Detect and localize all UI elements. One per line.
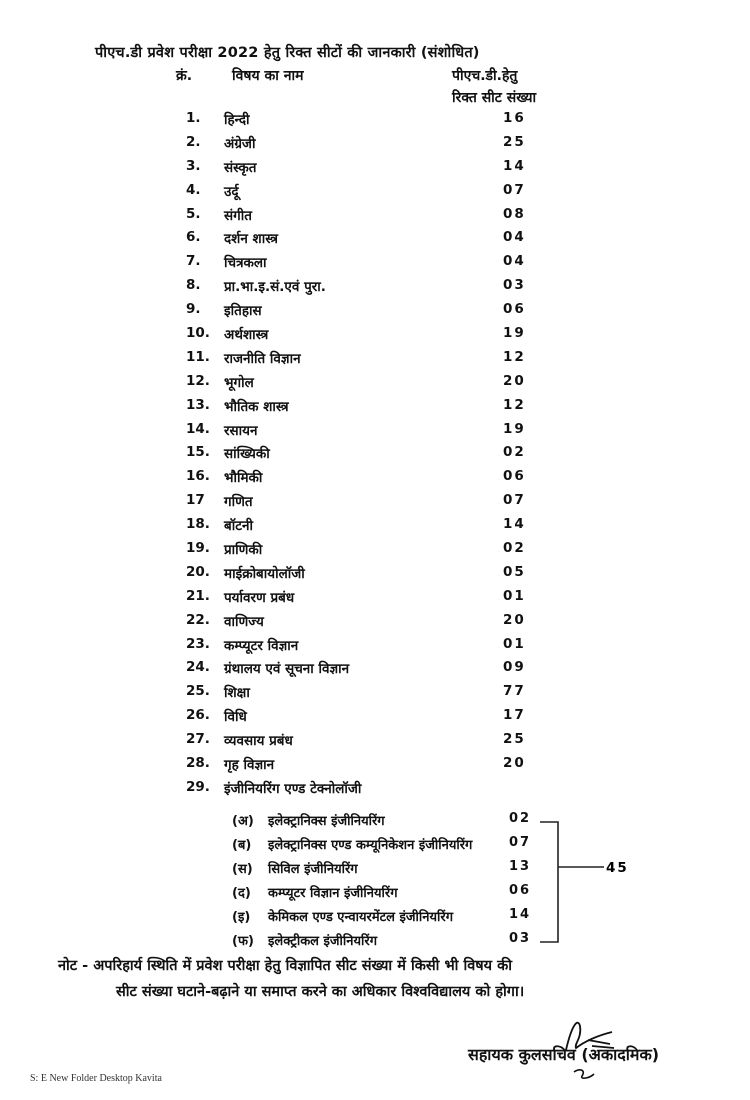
row-subject: भौतिक शास्त्र <box>224 398 289 415</box>
column-header-subject: विषय का नाम <box>232 68 304 84</box>
engineering-row-branch: इलेक्ट्रानिक्स एण्ड कम्यूनिकेशन इंजीनियरिंग <box>268 838 473 853</box>
engineering-row-seat-count: 07 <box>509 835 532 850</box>
row-subject: संस्कृत <box>224 159 257 176</box>
table-row <box>0 179 750 203</box>
row-serial: 23. <box>186 635 210 652</box>
row-seat-count: 16 <box>503 110 526 126</box>
row-serial: 20. <box>186 563 210 580</box>
row-subject: अर्थशास्त्र <box>224 327 269 344</box>
row-subject: प्राणिकी <box>224 542 263 559</box>
engineering-row-branch: केमिकल एण्ड एन्वायरमेंटल इंजीनियरिंग <box>268 910 454 925</box>
row-seat-count: 14 <box>503 157 526 174</box>
row-subject: इंजीनियरिंग एण्ड टेक्नोलॉजी <box>224 780 362 797</box>
row-serial: 13. <box>186 396 210 413</box>
row-seat-count: 12 <box>503 396 526 413</box>
table-row <box>0 203 750 227</box>
engineering-row-seat-count: 14 <box>509 907 532 922</box>
row-subject: गृह विज्ञान <box>224 757 275 774</box>
row-serial: 19. <box>186 540 210 557</box>
row-subject: सांख्यिकी <box>224 446 270 463</box>
engineering-row <box>0 856 750 880</box>
row-seat-count: 04 <box>503 253 526 270</box>
engineering-row <box>0 880 750 904</box>
subject-table <box>0 107 750 800</box>
engineering-row-seat-count: 03 <box>509 931 532 946</box>
engineering-row-seat-count: 13 <box>509 859 532 874</box>
row-subject: कम्प्यूटर विज्ञान <box>224 637 299 654</box>
table-row <box>0 441 750 465</box>
row-serial: 28. <box>186 755 210 772</box>
row-subject: रसायन <box>224 422 258 439</box>
row-subject: गणित <box>224 494 253 511</box>
row-seat-count: 08 <box>503 205 526 222</box>
row-serial: 6. <box>186 229 201 246</box>
row-serial: 25. <box>186 683 210 700</box>
row-subject: दर्शन शास्त्र <box>224 231 278 248</box>
row-serial: 10. <box>186 325 210 342</box>
row-seat-count: 04 <box>503 229 526 246</box>
row-subject: हिन्दी <box>224 112 250 128</box>
engineering-row <box>0 928 750 952</box>
row-subject: पर्यावरण प्रबंध <box>224 589 295 606</box>
row-subject: प्रा.भा.इ.सं.एवं पुरा. <box>224 279 326 296</box>
engineering-row-letter: (स) <box>232 862 253 877</box>
row-serial: 9. <box>186 301 201 318</box>
table-row <box>0 633 750 657</box>
table-row <box>0 274 750 298</box>
footnote-line-1: नोट - अपरिहार्य स्थिति में प्रवेश परीक्षा हेतु विज्ञापित सीट संख्या में किसी भी विषय की <box>58 958 512 974</box>
row-subject: उर्दू <box>224 183 239 200</box>
engineering-row-branch: कम्प्यूटर विज्ञान इंजीनियरिंग <box>268 886 398 901</box>
engineering-row-branch: इलेक्ट्रीकल इंजीनियरिंग <box>268 934 378 949</box>
row-serial: 3. <box>186 157 201 174</box>
table-row <box>0 346 750 370</box>
engineering-row-seat-count: 02 <box>509 811 532 826</box>
row-serial: 4. <box>186 181 201 198</box>
row-subject: राजनीति विज्ञान <box>224 350 301 367</box>
row-seat-count: 01 <box>503 587 526 604</box>
row-serial: 17 <box>186 492 205 509</box>
engineering-row-letter: (द) <box>232 886 251 901</box>
table-row <box>0 418 750 442</box>
column-header-seats: पीएच.डी.हेतु <box>452 68 518 84</box>
row-serial: 14. <box>186 420 210 437</box>
table-row <box>0 776 750 800</box>
table-row <box>0 728 750 752</box>
row-subject: अंग्रेजी <box>224 135 256 152</box>
engineering-row <box>0 832 750 856</box>
table-row <box>0 513 750 537</box>
row-subject: संगीत <box>224 207 252 224</box>
engineering-total: 45 <box>606 860 629 876</box>
row-seat-count: 07 <box>503 492 526 509</box>
footnote <box>58 953 738 1005</box>
row-seat-count: 07 <box>503 181 526 198</box>
row-subject: इतिहास <box>224 303 262 320</box>
row-serial: 26. <box>186 707 210 724</box>
table-row <box>0 155 750 179</box>
row-subject: वाणिज्य <box>224 613 264 630</box>
row-subject: चित्रकला <box>224 255 267 272</box>
table-row <box>0 656 750 680</box>
table-row <box>0 609 750 633</box>
row-serial: 18. <box>186 516 210 533</box>
row-serial: 27. <box>186 731 210 748</box>
row-subject: भूगोल <box>224 374 254 391</box>
table-row <box>0 322 750 346</box>
page-title: पीएच.डी प्रवेश परीक्षा 2022 हेतु रिक्त सीटों की जानकारी (संशोधित) <box>95 45 480 61</box>
row-serial: 7. <box>186 253 201 270</box>
table-row <box>0 585 750 609</box>
engineering-row-branch: सिविल इंजीनियरिंग <box>268 862 358 877</box>
footnote-line-2: सीट संख्या घटाने-बढ़ाने या समाप्त करने का अधिकार विश्वविद्यालय को होगा। <box>116 984 525 1000</box>
table-row <box>0 465 750 489</box>
file-path-footer: S: E New Folder Desktop Kavita <box>30 1073 162 1084</box>
row-seat-count: 06 <box>503 468 526 485</box>
row-seat-count: 01 <box>503 635 526 652</box>
engineering-row-seat-count: 06 <box>509 883 532 898</box>
table-row <box>0 226 750 250</box>
row-seat-count: 02 <box>503 444 526 461</box>
row-seat-count: 25 <box>503 731 526 748</box>
table-row <box>0 537 750 561</box>
row-serial: 21. <box>186 587 210 604</box>
row-seat-count: 09 <box>503 659 526 676</box>
row-subject: विधि <box>224 709 247 726</box>
row-serial: 2. <box>186 133 201 150</box>
row-subject: शिक्षा <box>224 685 250 702</box>
engineering-row-branch: इलेक्ट्रानिक्स इंजीनियरिंग <box>268 814 385 829</box>
row-serial: 24. <box>186 659 210 676</box>
row-serial: 11. <box>186 348 210 365</box>
table-row <box>0 394 750 418</box>
row-seat-count: 12 <box>503 348 526 365</box>
row-seat-count: 25 <box>503 133 526 150</box>
table-row <box>0 561 750 585</box>
row-serial: 8. <box>186 277 201 294</box>
row-seat-count: 06 <box>503 301 526 318</box>
engineering-row-letter: (इ) <box>232 910 251 925</box>
table-row <box>0 250 750 274</box>
row-seat-count: 20 <box>503 372 526 389</box>
signatory: सहायक कुलसचिव (अकादमिक) <box>468 1045 660 1064</box>
row-serial: 22. <box>186 611 210 628</box>
table-row <box>0 107 750 131</box>
row-subject: बॉटनी <box>224 518 253 535</box>
table-row <box>0 489 750 513</box>
row-serial: 1. <box>186 110 201 126</box>
engineering-row <box>0 904 750 928</box>
table-row <box>0 680 750 704</box>
engineering-row-letter: (फ) <box>232 934 254 949</box>
row-seat-count: 03 <box>503 277 526 294</box>
row-subject: व्यवसाय प्रबंध <box>224 733 293 750</box>
row-serial: 15. <box>186 444 210 461</box>
engineering-row-letter: (ब) <box>232 838 252 853</box>
row-subject: ग्रंथालय एवं सूचना विज्ञान <box>224 661 350 678</box>
row-serial: 12. <box>186 372 210 389</box>
engineering-row <box>0 808 750 832</box>
row-seat-count: 14 <box>503 516 526 533</box>
table-row <box>0 131 750 155</box>
row-subject: भौमिकी <box>224 470 263 487</box>
row-seat-count: 17 <box>503 707 526 724</box>
table-row <box>0 752 750 776</box>
row-seat-count: 19 <box>503 325 526 342</box>
row-seat-count: 19 <box>503 420 526 437</box>
table-row <box>0 298 750 322</box>
column-header-serial: क्रं. <box>176 68 193 84</box>
column-header-seats-line2: रिक्त सीट संख्या <box>452 90 537 106</box>
table-row <box>0 704 750 728</box>
row-seat-count: 02 <box>503 540 526 557</box>
engineering-row-letter: (अ) <box>232 814 254 829</box>
row-seat-count: 20 <box>503 755 526 772</box>
row-serial: 16. <box>186 468 210 485</box>
row-serial: 29. <box>186 778 210 795</box>
table-row <box>0 370 750 394</box>
row-subject: माईक्रोबायोलॉजी <box>224 565 305 582</box>
row-seat-count: 77 <box>503 683 526 700</box>
row-seat-count: 05 <box>503 563 526 580</box>
row-seat-count: 20 <box>503 611 526 628</box>
row-serial: 5. <box>186 205 201 222</box>
